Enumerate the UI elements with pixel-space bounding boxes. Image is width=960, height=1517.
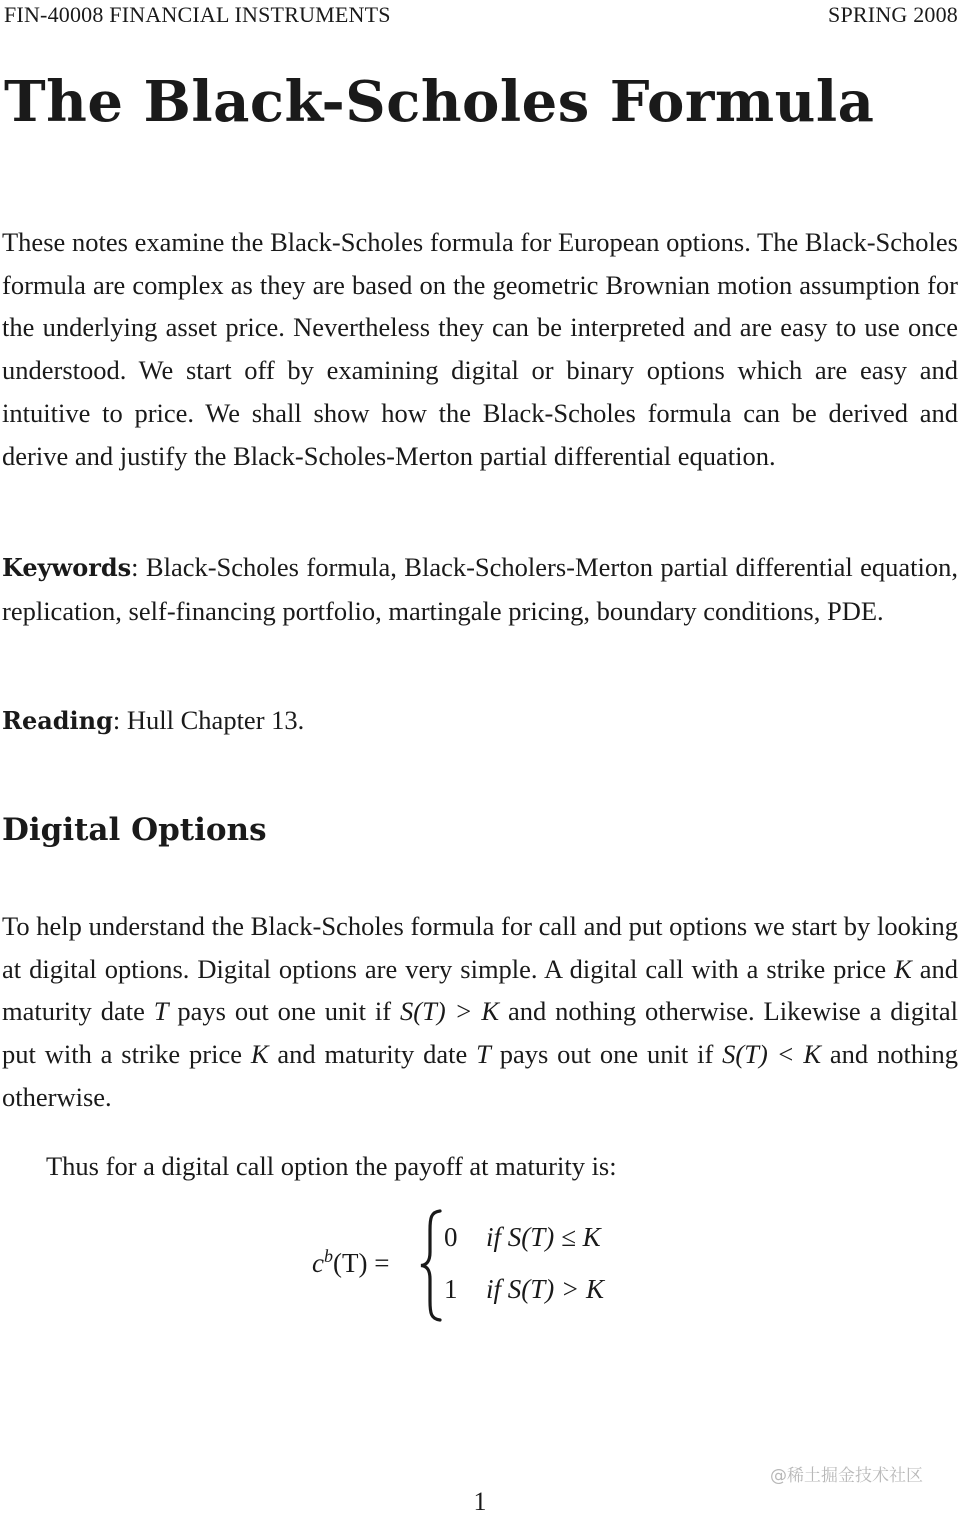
digital-options-paragraph <box>2 905 958 1119</box>
case-value: 0 <box>444 1222 458 1252</box>
case-condition: if S(T) ≤ K <box>486 1222 601 1252</box>
keywords-label: Keywords <box>2 553 132 582</box>
document-title: The Black-Scholes Formula <box>4 69 875 135</box>
digital-call-payoff-equation <box>312 1208 692 1323</box>
equation-lhs-sup: b <box>323 1246 333 1266</box>
left-brace-icon <box>418 1208 446 1323</box>
equation-case <box>444 1222 601 1253</box>
payoff-intro: Thus for a digital call option the payoff at maturity is: <box>46 1151 617 1181</box>
math-put-condition: S(T) < K <box>722 1039 822 1070</box>
equation-lhs-arg: (T) = <box>332 1248 390 1278</box>
equation-case <box>444 1274 604 1305</box>
para-segment: pays out one unit if <box>168 996 401 1027</box>
math-maturity: T <box>153 996 169 1027</box>
case-condition: if S(T) > K <box>486 1274 604 1304</box>
abstract-paragraph: These notes examine the Black-Scholes formula for European options. The Black-Scholes formula are complex as they are based on the geometric Brownian motion assumption for the underlying asset price. Nevertheless they can be interpreted and are easy to use once understood. We start off by examining digital or binary options which are easy and intuitive to price. We shall show how the Black-Scholes formula can be derived and derive and justify the Black-Scholes-Merton partial differential equation. <box>2 227 958 471</box>
para-segment: and nothing otherwise. <box>2 1039 958 1112</box>
math-strike: K <box>894 953 912 984</box>
para-segment: pays out one unit if <box>490 1039 723 1070</box>
case-value: 1 <box>444 1274 458 1304</box>
reading-paragraph <box>2 699 958 743</box>
keywords-text: : Black-Scholes formula, Black-Scholers-Merton partial differential equation, replication, self-financing portfolio, martingale pricing, boundary conditions, PDE. <box>2 552 958 626</box>
page-number: 1 <box>473 1487 487 1516</box>
term-label: SPRING 2008 <box>828 2 958 27</box>
reading-label: Reading <box>2 706 113 735</box>
para-segment: and nothing otherwise. Likewise a digital put with a strike price <box>2 996 958 1070</box>
running-header <box>4 2 958 30</box>
para-segment: To help understand the Black-Scholes formula for call and put options we start by looking at digital options. Digital options are very simple. A digital call with a strike price <box>2 911 958 984</box>
para-segment: and maturity date <box>268 1039 477 1070</box>
keywords-paragraph <box>2 546 958 632</box>
reading-text: : Hull Chapter 13. <box>112 705 305 735</box>
math-maturity: T <box>476 1039 491 1070</box>
para-segment: and maturity date <box>2 953 958 1027</box>
course-code: FIN-40008 FINANCIAL INSTRUMENTS <box>4 2 391 27</box>
math-call-condition: S(T) > K <box>400 996 500 1027</box>
watermark: @稀土掘金技术社区 <box>770 1466 923 1486</box>
equation-lhs-base: c <box>312 1248 324 1278</box>
equation-lhs <box>312 1246 389 1279</box>
section-heading: Digital Options <box>2 812 267 848</box>
math-strike: K <box>250 1039 269 1070</box>
